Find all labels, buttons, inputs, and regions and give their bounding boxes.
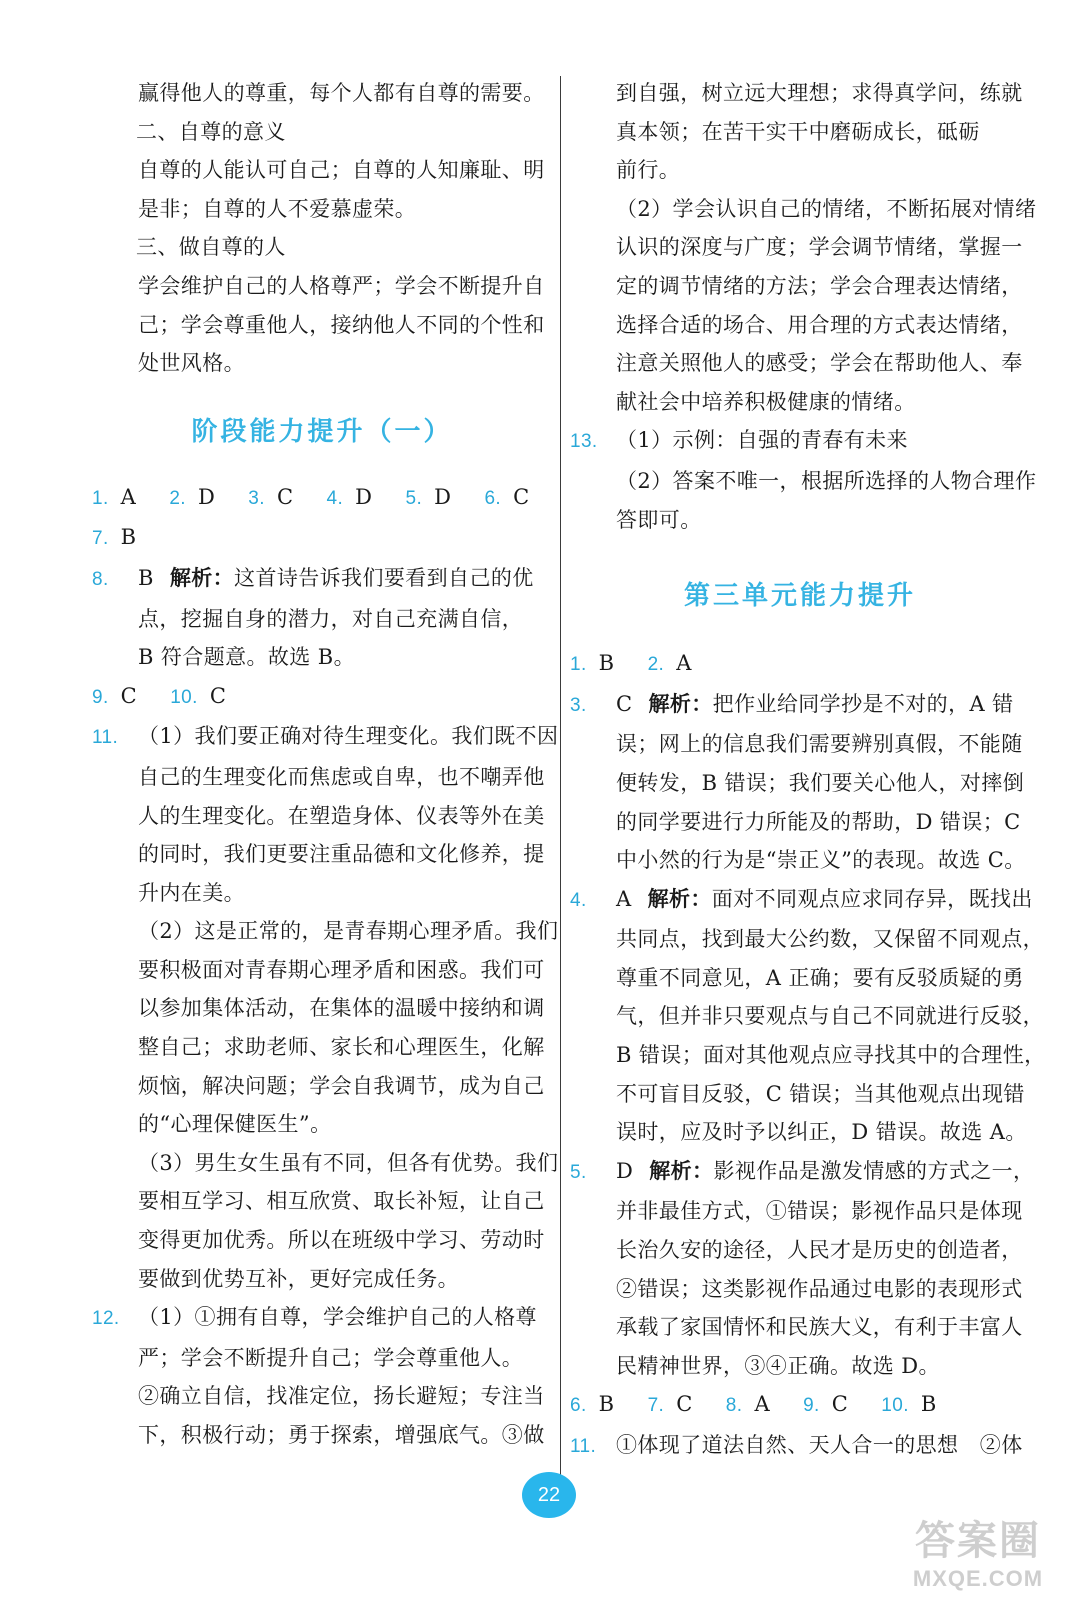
text-line: 点，挖掘自身的潜力，对自己充满自信， [138, 606, 524, 631]
answer-row [570, 1385, 1030, 1426]
text-line: 前行。 [616, 158, 681, 183]
answer-text: （1）我们要正确对待生理变化。我们既不因 [138, 724, 559, 749]
question-number: 7. [647, 1395, 665, 1417]
answer-letter: B [120, 525, 137, 550]
question-number: 10. [881, 1395, 909, 1417]
watermark [883, 1509, 1073, 1592]
question-number: 1. [92, 487, 109, 509]
analysis-text: 把作业给同学抄是不对的，A 错 [712, 691, 1014, 716]
text-line: 是非；自尊的人不爱慕虚荣。 [138, 196, 417, 221]
answer-letter: D [197, 484, 216, 509]
question-number: 2. [169, 487, 186, 509]
text-line: 误；网上的信息我们需要辨别真假，不能随 [616, 732, 1023, 757]
text-line: 的同学要进行力所能及的帮助，D 错误；C [616, 809, 1021, 834]
answer-letter: C [120, 683, 138, 708]
question-number: 6. [570, 1395, 587, 1417]
section-title: 三、做自尊的人 [136, 235, 286, 260]
text-line: ②确立自信，找准定位，扬长避短；专注当 [138, 1384, 545, 1409]
text-line: 烦恼，解决问题；学会自我调节，成为自己 [138, 1073, 545, 1098]
text-line: 长治久安的途径，人民才是历史的创造者， [616, 1238, 1023, 1263]
answer-letter: D [355, 484, 373, 509]
answer-letter: B [138, 565, 154, 590]
page-number: 22 [522, 1472, 576, 1518]
question-number: 6. [484, 487, 502, 509]
answer-letter: B [598, 651, 615, 676]
right-column [570, 74, 1046, 1467]
text-line: （2）这是正常的，是青春期心理矛盾。我们 [138, 919, 559, 944]
answer-letter: D [434, 484, 452, 509]
text-line: B 错误；面对其他观点应寻找其中的合理性， [616, 1043, 1046, 1068]
text-line: 尊重不同意见，A 正确；要有反驳质疑的勇 [616, 965, 1024, 990]
text-line: 中小然的行为是“崇正义”的表现。故选 C。 [616, 848, 1026, 873]
question-3 [570, 685, 1030, 726]
answer-text: （1）示例：自强的青春有未来 [616, 428, 908, 453]
text-line: 自尊的人能认可自己；自尊的人知廉耻、明 [138, 158, 545, 183]
question-number: 9. [803, 1395, 820, 1417]
text-line: 要做到优势互补，更好完成任务。 [138, 1266, 459, 1291]
text-line: 变得更加优秀。所以在班级中学习、劳动时 [138, 1228, 545, 1253]
question-number: 7. [92, 528, 109, 550]
text-line: 己；学会尊重他人，接纳他人不同的个性和 [138, 312, 545, 337]
question-number: 11. [570, 1436, 597, 1457]
text-line: 的同时，我们更要注重品德和文化修养，提 [138, 842, 545, 867]
text-line: B 符合题意。故选 B。 [138, 645, 356, 670]
text-line: 要相互学习、相互欣赏、取长补短，让自己 [138, 1189, 545, 1214]
analysis-text: 面对不同观点应求同存异，既找出 [711, 886, 1033, 911]
answer-letter: C [513, 484, 530, 509]
question-5 [570, 1152, 1035, 1193]
text-line: 以参加集体活动，在集体的温暖中接纳和调 [138, 996, 545, 1021]
question-number: 3. [248, 487, 265, 509]
text-line: 赢得他人的尊重，每个人都有自尊的需要。 [138, 81, 545, 105]
watermark-logo: 答案圈 [915, 1519, 1041, 1563]
question-number: 11. [92, 727, 119, 749]
text-line: ②错误；这类影视作品通过电影的表现形式 [616, 1276, 1023, 1301]
question-number: 8. [725, 1395, 743, 1417]
question-number: 3. [570, 694, 587, 716]
text-line: 要积极面对青春期心理矛盾和困惑。我们可 [138, 957, 545, 982]
question-number: 9. [92, 686, 109, 708]
answer-letter: A [676, 651, 692, 676]
text-line: 学会维护自己的人格尊严；学会不断提升自 [138, 273, 545, 298]
text-line: 定的调节情绪的方法；学会合理表达情绪， [616, 273, 1023, 298]
text-line: 不可盲目反驳，C 错误；当其他观点出现错 [616, 1081, 1025, 1106]
question-13 [570, 421, 1030, 462]
question-number: 10. [170, 686, 198, 708]
question-number: 12. [92, 1308, 120, 1330]
text-line: 共同点，找到最大公约数，又保留不同观点， [616, 927, 1044, 952]
left-column [92, 74, 559, 1455]
text-line: 处世风格。 [138, 351, 245, 376]
answer-letter: C [276, 484, 294, 509]
column-divider [560, 76, 561, 1496]
question-number: 5. [570, 1161, 587, 1183]
answer-row [92, 478, 552, 519]
text-line: 并非最佳方式，①错误；影视作品只是体现 [616, 1199, 1023, 1224]
question-8 [92, 559, 552, 600]
question-number: 2. [647, 654, 665, 676]
analysis-text: 影视作品是激发情感的方式之一， [713, 1158, 1035, 1183]
text-line: （3）男生女生虽有不同，但各有优势。我们 [138, 1150, 559, 1175]
answer-letter: B [598, 1392, 615, 1417]
answer-row [92, 518, 552, 559]
text-line: 注意关照他人的感受；学会在帮助他人、奉 [616, 351, 1023, 376]
answer-letter: C [676, 1392, 693, 1417]
answer-letter: A [616, 886, 632, 911]
question-number: 8. [92, 568, 109, 590]
section-title: 二、自尊的意义 [136, 119, 286, 144]
section-heading: 阶段能力提升（一） [191, 416, 453, 447]
section-heading: 第三单元能力提升 [683, 581, 916, 612]
answer-text: ①体现了道法自然、天人合一的思想 ②体 [616, 1433, 1023, 1457]
watermark-url: MXQE.COM [912, 1566, 1044, 1591]
text-line: 到自强，树立远大理想；求得真学问，练就 [616, 81, 1023, 105]
analysis-label: 解析： [649, 1157, 714, 1183]
question-number: 1. [570, 654, 587, 676]
question-12 [92, 1298, 552, 1339]
answer-letter: C [209, 683, 227, 708]
answer-letter: D [616, 1158, 634, 1183]
text-line: 整自己；求助老师、家长和心理医生，化解 [138, 1035, 545, 1060]
text-line: 误时，应及时予以纠正，D 错误。故选 A。 [616, 1120, 1027, 1145]
text-line: 的“心理保健医生”。 [138, 1112, 332, 1137]
question-11 [570, 1426, 1030, 1467]
question-number: 5. [405, 487, 423, 509]
text-line: 答即可。 [616, 507, 702, 532]
text-line: 严；学会不断提升自己；学会尊重他人。 [138, 1345, 524, 1370]
text-line: 承载了家国情怀和民族大义，有利于丰富人 [616, 1315, 1023, 1340]
analysis-label: 解析： [648, 690, 713, 716]
answer-row [92, 677, 552, 718]
question-4 [570, 880, 1033, 921]
text-line: 人的生理变化。在塑造身体、仪表等外在美 [138, 803, 545, 828]
question-11 [92, 717, 559, 758]
analysis-label: 解析： [169, 564, 235, 590]
text-line: 选择合适的场合、用合理的方式表达情绪， [616, 312, 1023, 337]
answer-letter: A [754, 1392, 771, 1417]
text-line: 气，但并非只要观点与自己不同就进行反驳， [616, 1004, 1044, 1029]
question-number: 13. [570, 431, 598, 453]
text-line: 便转发，B 错误；我们要关心他人，对摔倒 [616, 770, 1025, 795]
text-line: （2）答案不唯一，根据所选择的人物合理作 [616, 468, 1037, 493]
text-line: 升内在美。 [138, 880, 245, 905]
answer-letter: C [831, 1392, 849, 1417]
text-line: 下，积极行动；勇于探索，增强底气。③做 [138, 1423, 545, 1447]
text-line: （2）学会认识自己的情绪，不断拓展对情绪 [616, 196, 1037, 221]
text-line: 自己的生理变化而焦虑或自卑，也不嘲弄他 [138, 764, 545, 789]
analysis-label: 解析： [647, 885, 712, 911]
text-line: 认识的深度与广度；学会调节情绪，掌握一 [616, 235, 1023, 260]
answer-text: （1）①拥有自尊，学会维护自己的人格尊 [138, 1305, 537, 1330]
answer-letter: A [120, 484, 137, 509]
text-line: 民精神世界，③④正确。故选 D。 [616, 1353, 940, 1378]
question-number: 4. [326, 487, 344, 509]
text-line: 真本领；在苦干实干中磨砺成长，砥砺 [616, 119, 980, 144]
answer-letter: C [616, 691, 633, 716]
answer-row [570, 644, 1030, 685]
answer-letter: B [920, 1392, 937, 1417]
question-number: 4. [570, 889, 587, 911]
text-line: 献社会中培养积极健康的情绪。 [616, 389, 916, 414]
analysis-text: 这首诗告诉我们要看到自己的优 [234, 565, 534, 590]
